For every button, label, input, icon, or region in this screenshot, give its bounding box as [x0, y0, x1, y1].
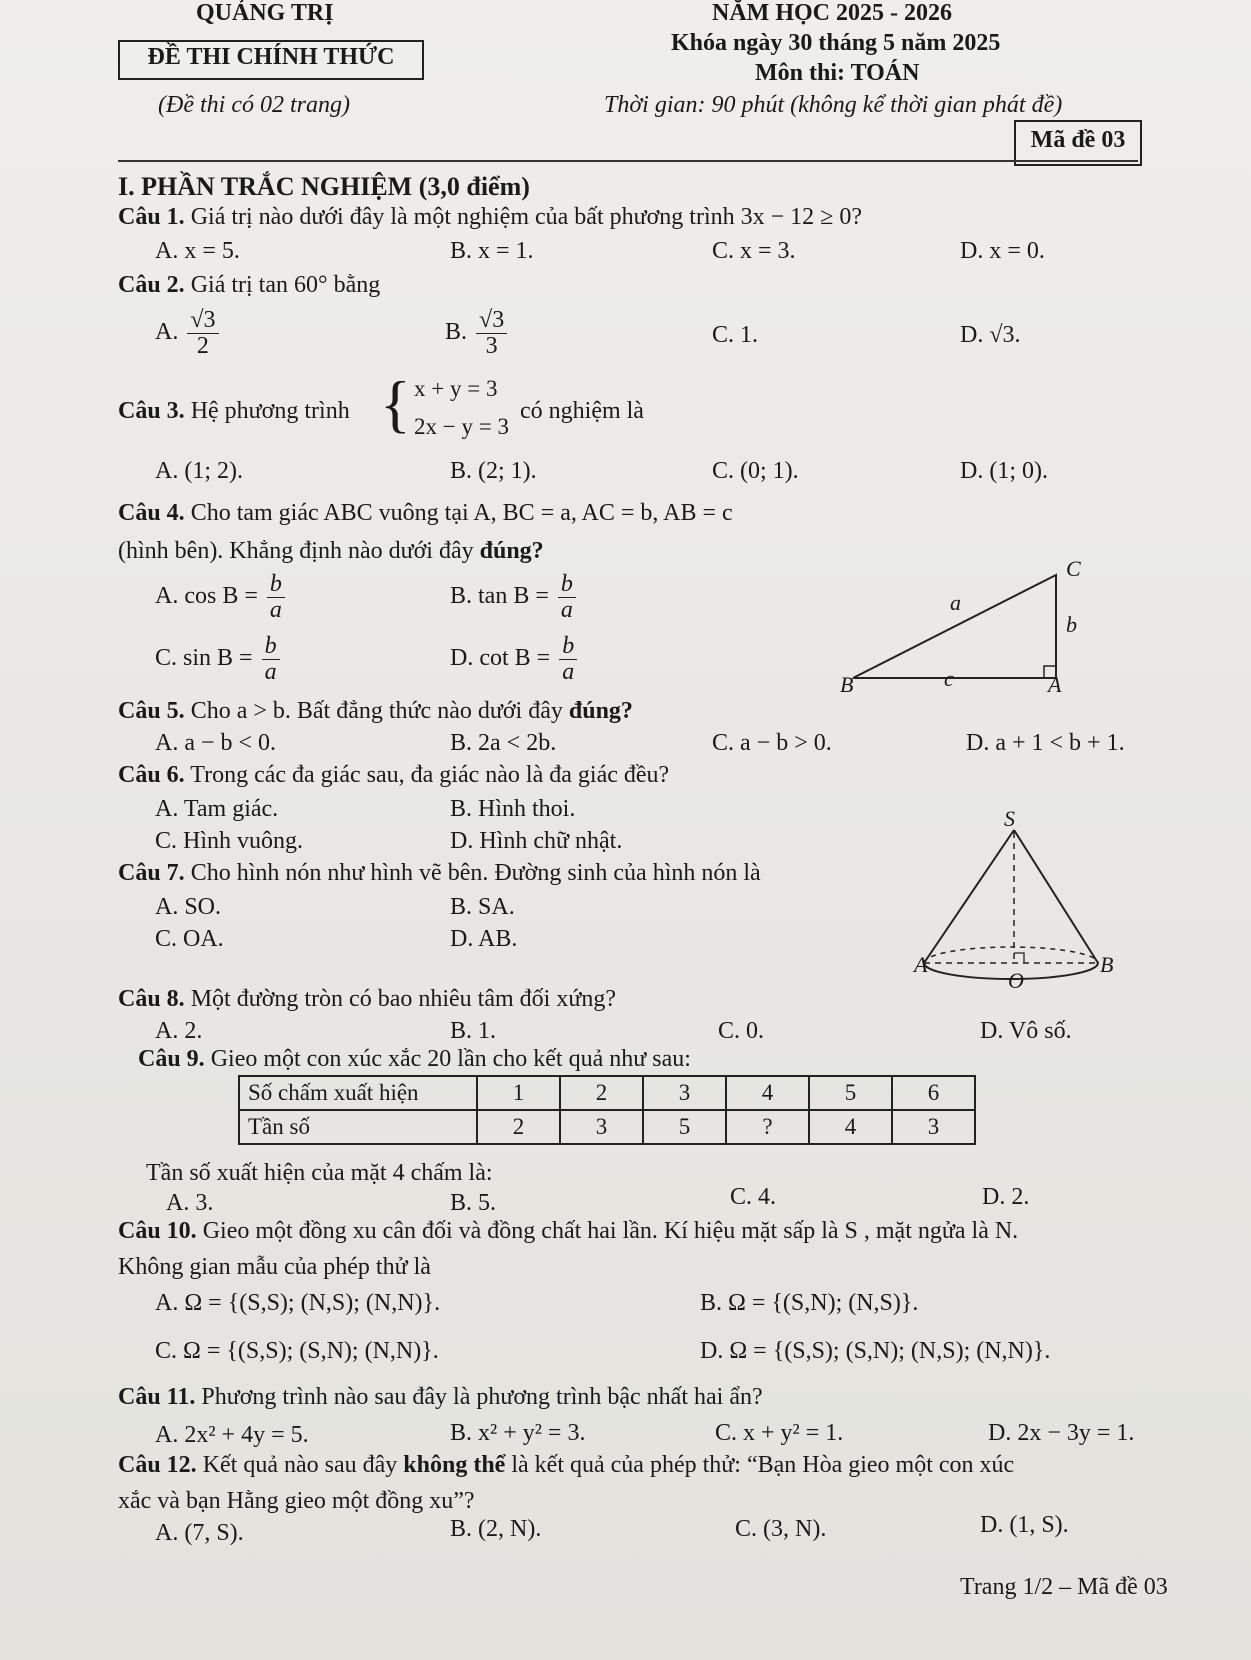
question-text: Phương trình nào sau đây là phương trình bậc nhất hai ẩn?: [201, 1384, 763, 1410]
cone-edge-left: [924, 830, 1014, 963]
q10-option-d[interactable]: D. Ω = {(S,S); (S,N); (N,S); (N,N)}.: [700, 1338, 1051, 1364]
fraction: [187, 308, 218, 359]
question-10-line2: Không gian mẫu của phép thử là: [118, 1254, 431, 1280]
question-text: (hình bên). Khẳng định nào dưới đây: [118, 538, 474, 564]
q2-option-d[interactable]: D. √3.: [960, 322, 1021, 348]
vertex-c-label: C: [1066, 556, 1081, 581]
q9-option-a[interactable]: A. 3.: [166, 1190, 214, 1216]
q6-option-c[interactable]: C. Hình vuông.: [155, 828, 304, 854]
denominator: a: [562, 659, 575, 686]
q5-option-b[interactable]: B. 2a < 2b.: [450, 730, 557, 756]
question-text: là kết quả của phép thử: “Bạn Hòa gieo một con xúc: [511, 1452, 1015, 1478]
option-letter: B.: [445, 319, 468, 346]
table-cell: 5: [809, 1076, 892, 1110]
cone-edge-right: [1014, 830, 1098, 963]
q3-option-d[interactable]: D. (1; 0).: [960, 458, 1048, 484]
question-text: Trong các đa giác sau, đa giác nào là đa giác đều?: [190, 762, 670, 788]
table-cell: 3: [892, 1110, 975, 1144]
q6-option-d[interactable]: D. Hình chữ nhật.: [450, 828, 623, 854]
question-text: Cho hình nón như hình vẽ bên. Đường sinh của hình nón là: [190, 860, 761, 886]
question-1: [118, 204, 862, 231]
q1-option-d[interactable]: D. x = 0.: [960, 238, 1045, 264]
q1-option-c[interactable]: C. x = 3.: [712, 238, 796, 264]
cone-point-a-label: A: [914, 952, 928, 977]
question-4: [118, 500, 733, 527]
numerator: b: [559, 634, 577, 660]
question-9: [138, 1046, 691, 1073]
question-label: Câu 4.: [118, 500, 185, 526]
numerator: b: [262, 634, 280, 660]
question-label: Câu 11.: [118, 1384, 196, 1410]
question-11: [118, 1384, 763, 1411]
q11-option-b[interactable]: B. x² + y² = 3.: [450, 1420, 586, 1446]
q3-option-c[interactable]: C. (0; 1).: [712, 458, 799, 484]
side-c-label: c: [944, 666, 954, 691]
question-text: Kết quả nào sau đây: [202, 1452, 398, 1478]
fraction: [267, 572, 285, 623]
exam-subject: Môn thi: TOÁN: [755, 60, 920, 86]
numerator: √3: [476, 308, 507, 334]
table-cell: 4: [809, 1110, 892, 1144]
question-label: Câu 2.: [118, 272, 185, 298]
question-emphasis: đúng?: [479, 538, 544, 564]
q8-option-a[interactable]: A. 2.: [155, 1018, 203, 1044]
fraction: [559, 634, 577, 685]
question-6: [118, 762, 669, 789]
q9-option-d[interactable]: D. 2.: [982, 1184, 1030, 1210]
question-4-line2: [118, 538, 544, 565]
q1-option-a[interactable]: A. x = 5.: [155, 238, 240, 264]
q4-option-c[interactable]: [155, 634, 283, 685]
q10-option-c[interactable]: C. Ω = {(S,S); (S,N); (N,N)}.: [155, 1338, 439, 1364]
numerator: b: [558, 572, 576, 598]
option-text: C. sin B =: [155, 645, 253, 672]
denominator: 2: [196, 333, 209, 360]
question-label: Câu 1.: [118, 204, 185, 230]
q7-option-d[interactable]: D. AB.: [450, 926, 518, 952]
pages-note: (Đề thi có 02 trang): [158, 92, 350, 118]
q2-option-a[interactable]: [155, 308, 222, 359]
official-exam-label: ĐỀ THI CHÍNH THỨC: [147, 44, 395, 70]
q1-option-b[interactable]: B. x = 1.: [450, 238, 534, 264]
q12-option-d[interactable]: D. (1, S).: [980, 1512, 1069, 1538]
question-text: Hệ phương trình: [190, 398, 350, 424]
section-title: I. PHẦN TRẮC NGHIỆM (3,0 điểm): [118, 172, 530, 201]
q12-option-b[interactable]: B. (2, N).: [450, 1516, 542, 1542]
cone-apex-label: S: [1004, 806, 1015, 831]
table-header-cell: Số chấm xuất hiện: [239, 1076, 477, 1110]
q12-option-a[interactable]: A. (7, S).: [155, 1520, 244, 1546]
question-text: Một đường tròn có bao nhiêu tâm đối xứng?: [190, 986, 616, 1012]
table-cell: 6: [892, 1076, 975, 1110]
province-name: QUẢNG TRỊ: [196, 0, 334, 26]
q7-option-a[interactable]: A. SO.: [155, 894, 222, 920]
q9-option-c[interactable]: C. 4.: [730, 1184, 777, 1210]
table-cell: 2: [560, 1076, 643, 1110]
q8-option-b[interactable]: B. 1.: [450, 1018, 497, 1044]
question-12: [118, 1452, 1014, 1479]
question-label: Câu 6.: [118, 762, 185, 788]
question-5: [118, 698, 633, 725]
question-label: Câu 9.: [138, 1046, 205, 1072]
header-divider: [118, 160, 1138, 162]
q9-option-b[interactable]: B. 5.: [450, 1190, 497, 1216]
side-b-label: b: [1066, 612, 1077, 637]
fraction: [558, 572, 576, 623]
question-label: Câu 3.: [118, 398, 185, 424]
question-text: Giá trị tan 60° bằng: [190, 272, 381, 298]
question-7: [118, 860, 761, 887]
q5-option-a[interactable]: A. a − b < 0.: [155, 730, 277, 756]
question-text: Giá trị nào dưới đây là một nghiệm của bất phương trình 3x − 12 ≥ 0?: [190, 204, 862, 230]
frequency-table: [238, 1075, 976, 1145]
question-9-prompt: Tần số xuất hiện của mặt 4 chấm là:: [146, 1160, 493, 1186]
cone-point-b-label: B: [1100, 952, 1114, 977]
q2-option-b[interactable]: [445, 308, 510, 359]
q2-option-c[interactable]: C. 1.: [712, 322, 759, 348]
option-text: B. tan B =: [450, 583, 549, 610]
vertex-a-label: A: [1048, 672, 1062, 697]
numerator: √3: [187, 308, 218, 334]
page-footer: Trang 1/2 – Mã đề 03: [960, 1574, 1168, 1600]
exam-code: Mã đề 03: [1030, 127, 1126, 153]
q4-option-d[interactable]: [450, 634, 580, 685]
vertex-b-label: B: [840, 672, 854, 697]
question-2: [118, 272, 380, 299]
question-label: Câu 7.: [118, 860, 185, 886]
table-cell: 2: [477, 1110, 560, 1144]
table-cell: 4: [726, 1076, 809, 1110]
q7-option-b[interactable]: B. SA.: [450, 894, 515, 920]
table-row: [239, 1076, 975, 1110]
fraction: [476, 308, 507, 359]
denominator: 3: [485, 333, 498, 360]
table-cell: ?: [726, 1110, 809, 1144]
question-text: Cho tam giác ABC vuông tại A, BC = a, AC = b, AB = c: [190, 500, 733, 526]
question-emphasis: đúng?: [568, 698, 633, 724]
q8-option-d[interactable]: D. Vô số.: [980, 1018, 1072, 1044]
option-text: A. cos B =: [155, 583, 258, 610]
question-12-line2: xắc và bạn Hằng gieo một đồng xu”?: [118, 1488, 475, 1514]
school-year: NĂM HỌC 2025 - 2026: [712, 0, 952, 26]
q4-option-b[interactable]: [450, 572, 579, 623]
question-3: [118, 398, 350, 425]
denominator: a: [560, 597, 573, 624]
option-text: D. cot B =: [450, 645, 551, 672]
question-8: [118, 986, 616, 1013]
table-cell: 3: [643, 1076, 726, 1110]
table-header-cell: Tần số: [239, 1110, 477, 1144]
system-eq-1: x + y = 3: [414, 376, 498, 401]
denominator: a: [264, 659, 277, 686]
q3-option-a[interactable]: A. (1; 2).: [155, 458, 243, 484]
question-label: Câu 5.: [118, 698, 185, 724]
system-eq-2: 2x − y = 3: [414, 414, 509, 439]
question-label: Câu 10.: [118, 1218, 197, 1244]
table-cell: 3: [560, 1110, 643, 1144]
question-emphasis: không thể: [403, 1452, 506, 1478]
q11-option-a[interactable]: A. 2x² + 4y = 5.: [155, 1422, 309, 1448]
question-text: Gieo một đồng xu cân đối và đồng chất hai lần. Kí hiệu mặt sấp là S , mặt ngửa là N.: [202, 1218, 1019, 1244]
q5-option-c[interactable]: C. a − b > 0.: [712, 730, 832, 756]
exam-date: Khóa ngày 30 tháng 5 năm 2025: [671, 30, 1001, 56]
q11-option-d[interactable]: D. 2x − 3y = 1.: [988, 1420, 1135, 1446]
numerator: b: [267, 572, 285, 598]
q12-option-c[interactable]: C. (3, N).: [735, 1516, 827, 1542]
question-text: Gieo một con xúc xắc 20 lần cho kết quả như sau:: [210, 1046, 691, 1072]
cone-base-back: [924, 947, 1098, 963]
q10-option-b[interactable]: B. Ω = {(S,N); (N,S)}.: [700, 1290, 919, 1316]
table-row: [239, 1110, 975, 1144]
fraction: [262, 634, 280, 685]
denominator: a: [269, 597, 282, 624]
system-tail: có nghiệm là: [520, 398, 644, 424]
exam-time: Thời gian: 90 phút (không kể thời gian phát đề): [604, 92, 1063, 118]
question-10: [118, 1218, 1018, 1245]
question-label: Câu 12.: [118, 1452, 197, 1478]
table-cell: 5: [643, 1110, 726, 1144]
option-letter: A.: [155, 319, 179, 346]
table-cell: 1: [477, 1076, 560, 1110]
q11-option-c[interactable]: C. x + y² = 1.: [715, 1420, 844, 1446]
q8-option-c[interactable]: C. 0.: [718, 1018, 765, 1044]
q3-option-b[interactable]: B. (2; 1).: [450, 458, 537, 484]
q10-option-a[interactable]: A. Ω = {(S,S); (N,S); (N,N)}.: [155, 1290, 441, 1316]
question-text: Cho a > b. Bất đẳng thức nào dưới đây: [190, 698, 563, 724]
q6-option-b[interactable]: B. Hình thoi.: [450, 796, 576, 822]
q5-option-d[interactable]: D. a + 1 < b + 1.: [966, 730, 1125, 756]
question-label: Câu 8.: [118, 986, 185, 1012]
q7-option-c[interactable]: C. OA.: [155, 926, 224, 952]
system-brace: {: [380, 368, 411, 439]
cone-center-label: O: [1008, 968, 1024, 993]
q4-option-a[interactable]: [155, 572, 288, 623]
side-a-label: a: [950, 590, 961, 615]
q6-option-a[interactable]: A. Tam giác.: [155, 796, 279, 822]
right-angle-mark: [1014, 953, 1024, 963]
